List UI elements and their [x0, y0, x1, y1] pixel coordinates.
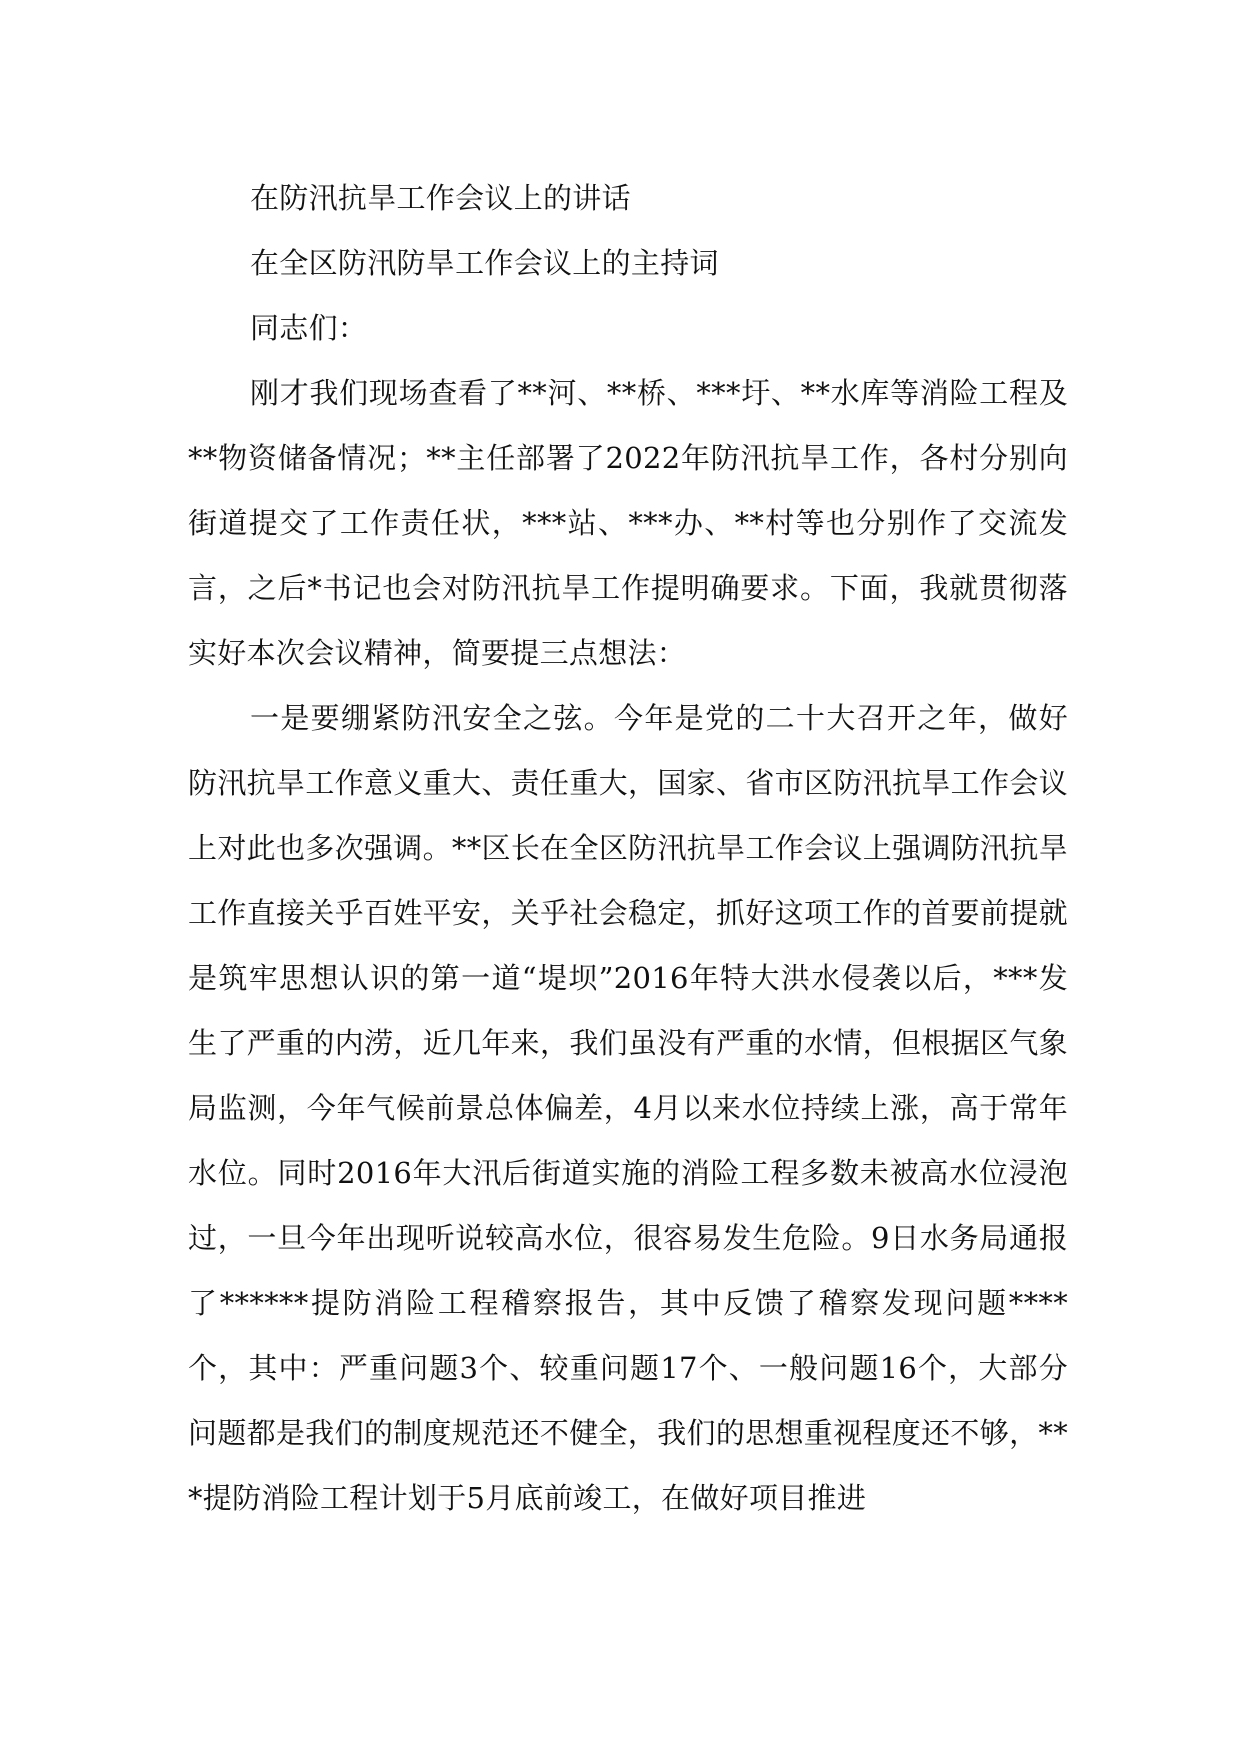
salutation: 同志们：: [250, 311, 368, 345]
paragraph-point-one: 一是要绷紧防汛安全之弦。今年是党的二十大召开之年，做好防汛抗旱工作意义重大、责任重大，国家、省市区防汛抗旱工作会议上对此也多次强调。**区长在全区防汛抗旱工作会议上强调防汛抗旱工作直接关乎百姓平安，关乎社会稳定，抓好这项工作的首要前提就是筑牢思想认识的第一道“堤坝”2016年特大洪水侵袭以后，***发生了严重的内涝，近几年来，我们虽没有严重的水情，但根据区气象局监测，今年气候前景总体偏差，4月以来水位持续上涨，高于常年水位。同时2016年大汛后街道实施的消险工程多数未被高水位浸泡过，一旦今年出现听说较高水位，很容易发生危险。9日水务局通报了******提防消险工程稽察报告，其中反馈了稽察发现问题****个，其中：严重问题3个、较重问题17个、一般问题16个，大部分问题都是我们的制度规范还不健全，我们的思想重视程度还不够，***提防消险工程计划于5月底前竣工，在做好项目推进: [188, 701, 1068, 1515]
document-title: 在防汛抗旱工作会议上的讲话: [250, 181, 631, 215]
paragraph-intro: 刚才我们现场查看了**河、**桥、***圩、**水库等消险工程及**物资储备情况；**主任部署了2022年防汛抗旱工作，各村分别向街道提交了工作责任状，***站、***办、**村等也分别作了交流发言，之后*书记也会对防汛抗旱工作提明确要求。下面，我就贯彻落实好本次会议精神，简要提三点想法：: [188, 376, 1068, 670]
document-subtitle: 在全区防汛防旱工作会议上的主持词: [250, 246, 719, 280]
document-body: [188, 166, 1068, 1531]
